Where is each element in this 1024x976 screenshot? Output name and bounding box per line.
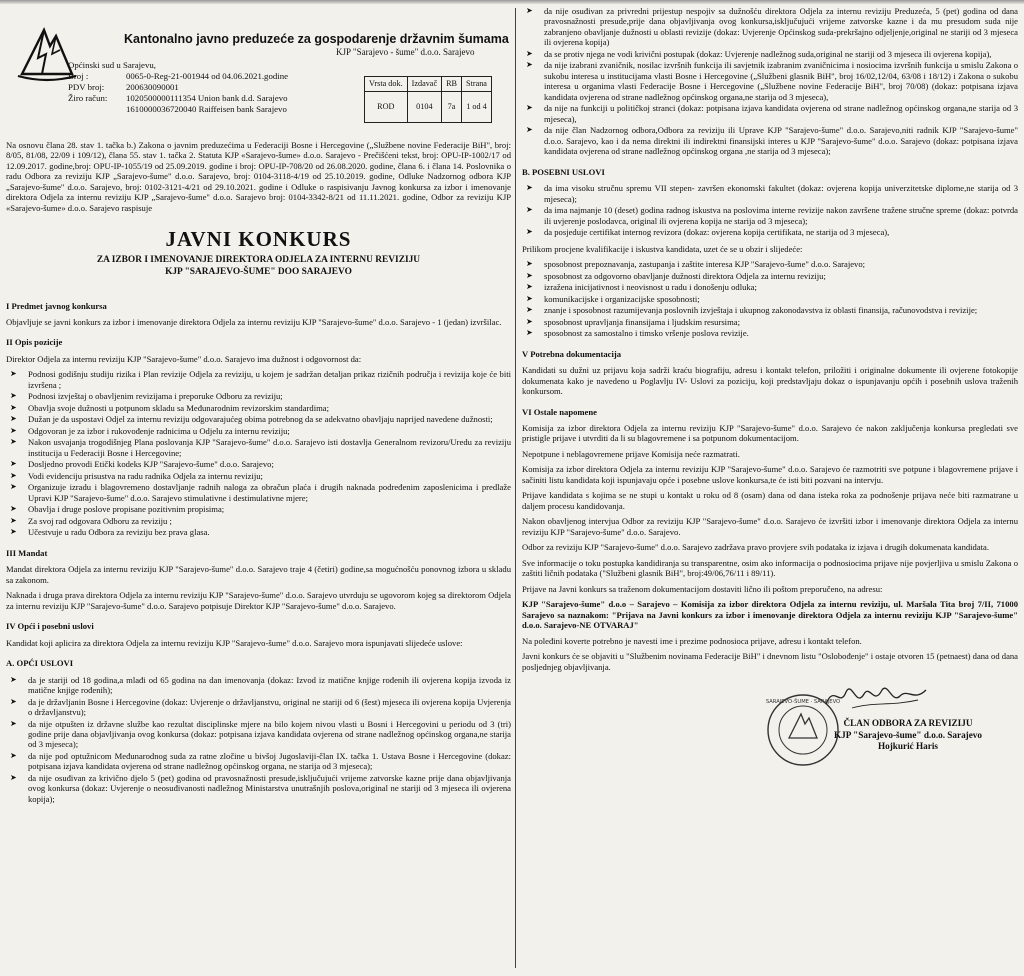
ref-header: Izdavač [407, 77, 441, 92]
notes-paragraphs-2 [522, 636, 1018, 672]
scan-top-edge [0, 0, 1024, 4]
list-item: ➤ Nakon usvajanja trogodišnjeg Plana poslovanja KJP "Sarajevo-šume" d.o.o. Sarajevo isti dostavlja Generalnom revizoru/Uredu za reviziju institucija u Federaciji Bosne i Hercegovine; [6, 437, 511, 458]
list-item: ➤ Odgovoran je za izbor i rukovođenje radnicima u Odjelu za internu reviziju; [6, 426, 511, 436]
duties-list [6, 369, 511, 537]
signature-block [522, 678, 1018, 768]
ref-value: ROD [365, 92, 408, 123]
reg-row-key: Žiro račun: [68, 92, 108, 103]
section-text: Naknada i druga prava direktora Odjela za internu reviziju KJP "Sarajevo-šume" d.o.o. Sarajevo utvrduju se ugovorom kojeg sa direktorom Odjela za internu reviziju KJP "Sarajevo-šume" d.o.o. Sarajevo potpisuje Direktor KJP "Sarajevo-šume" d.o.o. Sarajevo. [6, 590, 511, 611]
registration-info [68, 60, 288, 115]
subtitle-line: ZA IZBOR I IMENOVANJE DIREKTORA ODJELA ZA INTERNU REVIZIJU [96, 255, 421, 265]
section-heading: III Mandat [6, 547, 48, 558]
submission-address: KJP "Sarajevo-šume" d.o.o – Sarajevo – Komisija za izbor direktora Odjela za internu reviziju, ul. Maršala Tita broj 7/II, 71000 Sarajevo sa naznakom: "Prijava na Javni konkurs za izbor i imenovanje direktora Odjela za internu reviziju KJP "Sarajevo-šume" d.o.o. Sarajevo-NE OTVARAJ" [522, 599, 1018, 631]
note-paragraph: Komisija za izbor direktora Odjela za internu reviziju KJP "Sarajevo-šume" d.o.o. Sarajevo će nakon zaključenja konkursa pregledati sve pristigle prijave i utvrditi da li su blagovremene i sa potpunom dokumentacijom. [522, 422, 1018, 444]
section-heading: VI Ostale napomene [522, 406, 597, 417]
document-ref-table [364, 76, 492, 123]
list-item: ➤ izražena inicijativnost i neovisnost u radu i donošenju odluka; [522, 282, 1018, 292]
reg-row-key: PDV broj: [68, 81, 105, 92]
list-item: ➤ da nije osuđivan za krivično djelo 5 (pet) godina od pravosnažnosti presude,isključujući vrijeme zatvorske kazne prije dana objavljivanja ovog konkursa (dokaz: Uvjerenje o neosuđivanosti nadležnog Ministarstva unutrašnjih poslova,original ne stariji od 3 mjeseca ili ovjerena kopija); [6, 773, 511, 804]
list-item: ➤ sposobnost za odgovorno obavljanje dužnosti direktora Odjela za internu reviziju; [522, 271, 1018, 281]
signatory-org: KJP "Sarajevo-šume" d.o.o. Sarajevo [834, 729, 982, 740]
list-item: ➤ Obavlja i druge poslove propisane pozitivnim propisima; [6, 504, 511, 514]
note-paragraph: Komisija za izbor direktora Odjela za internu reviziju KJP "Sarajevo-šume" d.o.o. Sarajevo će razmotriti sve potpune i blagovremene prijave i sačiniti listu kandidata koji ispunjavaju opće i posebne uslove konkursa,te će isti biti pozvani na intervju. [522, 464, 1018, 485]
list-item: ➤ sposobnost prepoznavanja, zastupanja i zaštite interesa KJP "Sarajevo-šume" d.o.o. Sarajevo; [522, 259, 1018, 269]
letterhead [6, 6, 511, 138]
signatory [834, 718, 982, 753]
ref-value: 0104 [407, 92, 441, 123]
general-conditions-list [6, 675, 511, 805]
org-short-name: KJP "Sarajevo - šume" d.o.o. Sarajevo [336, 47, 475, 57]
list-item: ➤ sposobnost upravljanja finansijama i ljudskim resursima; [522, 317, 1018, 327]
reg-row-value: 1020500000111354 Union bank d.d. Sarajevo [126, 92, 288, 103]
list-item: ➤ Organizuje izradu i blagovremeno dostavljanje radnih naloga za obračun plaća i drugih naknada podređenim zaposlenicima i predlaže Upravi KJP "Sarajevo-šume" d.o.o. Sarajevo stimulativne i destimulativne mjere; [6, 482, 511, 503]
note-paragraph: Sve informacije o toku postupka kandidiranja su transparentne, osim ako informacija o podnosiocima prijave nije povjerljiva u smislu Zakona o zaštiti ličnih podataka ("Službeni glasnik BiH", broj:49/06,76/11 i 89/11). [522, 557, 1018, 579]
section-lead: Kandidat koji aplicira za direktora Odjela za internu reviziju KJP "Sarajevo-šume" d.o.o. Sarajevo mora ispunjavati slijedeće uslove: [6, 637, 463, 648]
column-divider [515, 8, 516, 968]
section-lead: Prilikom procjene kvalifikacije i iskustva kandidata, uzet će se u obzir i slijedeće: [522, 243, 803, 254]
note-paragraph: Odbor za reviziju KJP "Sarajevo-šume" d.o.o. Sarajevo zadržava pravo provjere svih podataka iz izjava i drugih dokumenata kandidata. [522, 542, 990, 553]
ref-header: Vrsta dok. [365, 77, 408, 92]
reg-row-key: Broj : [68, 70, 89, 81]
list-item: ➤ da je stariji od 18 godina,a mlađi od 65 godina na dan imenovanja (dokaz: Izvod iz matične knjige rođenih ili ovjerena kopija izvoda iz matične knjige rođenih); [6, 675, 511, 696]
list-item: ➤ Učestvuje u radu Odbora za reviziju bez prava glasa. [6, 527, 511, 537]
reg-row-value: 1610000036720040 Raiffeisen bank Sarajevo [126, 103, 287, 114]
list-item: ➤ da nije osuđivan za privredni prijestup nespojiv sa dužnošću direktora Odjela za internu reviziju Preduzeća, 5 (pet) godina od dana pravosnažnosti presude,prije dana objavljivanja ovog konkursa,isključujući vrijeme zatvorske kazne i da mu presudom suda nije zabranjeno obavljanje dužnosti u oblasti revizije (dokaz: Uvjerenje Općinskog suda-prekršajno odjeljenje,original ne stariji od 3 mjeseca ili ovjerena kopija) [522, 6, 1018, 48]
signatory-name: Hojkurić Haris [878, 741, 938, 752]
list-item: ➤ da nije na funkciji u političkoj stranci (dokaz: potpisana izjava kandidata ovjerena od strane nadležnog općinskog organa,ne starija od 3 mjeseca), [522, 103, 1018, 124]
notes-paragraphs [522, 423, 1018, 594]
list-item: ➤ Dužan je da uspostavi Odjel za internu reviziju odgovarajućeg obima potrebnog da se adekvatno obavljaju naprijed navedene dužnosti; [6, 414, 511, 424]
list-item: ➤ da ima visoku stručnu spremu VII stepen- završen ekonomski fakultet (dokaz: ovjerena kopija univerzitetske diplome,ne starija od 3 mjeseca); [522, 183, 1018, 204]
evaluation-criteria-list [522, 259, 1018, 338]
list-item: ➤ da se protiv njega ne vodi krivični postupak (dokaz: Uvjerenje nadležnog suda,original ne stariji od 3 mjeseca ili ovjerena kopija), [522, 49, 1018, 59]
signatory-role: ČLAN ODBORA ZA REVIZIJU [843, 718, 973, 729]
court-name: Općinski sud u Sarajevu, [68, 60, 156, 70]
reg-row [68, 82, 288, 93]
ref-value: 7a [442, 92, 462, 123]
document-title: JAVNI KONKURS [165, 227, 352, 252]
list-item: ➤ da ima najmanje 10 (deset) godina radnog iskustva na poslovima interne revizije nakon završene tražene stručne spreme (dokaz: potvrda ili uvjerenje poslodavca, original ili ovjerena kopija ne starija od 3 mjeseca); [522, 205, 1018, 226]
section-text: Objavljuje se javni konkurs za izbor i imenovanje direktora Odjela za internu reviziju KJP "Sarajevo-šume" d.o.o. Sarajevo - 1 (jedan) izvršilac. [6, 316, 502, 327]
note-paragraph: Javni konkurs će se objaviti u "Službenim novinama Federacije BiH" i dnevnom listu "Oslobođenje" i ostaje otvoren 15 (petnaest) dana od dana posljednjeg objavljivanja. [522, 651, 1018, 672]
right-column [522, 6, 1018, 970]
subsection-heading: A. OPĆI USLOVI [6, 658, 74, 669]
reg-row-value: 0065-0-Reg-21-001944 od 04.06.2021.godine [126, 70, 288, 81]
ref-header: RB [442, 77, 462, 92]
list-item: ➤ da je državljanin Bosne i Hercegovine (dokaz: Uvjerenje o državljanstvu, original ne stariji od 6 (šest) mjeseca ili ovjerena kopija Uvjerenja o državljanstvu); [6, 697, 511, 718]
note-paragraph: Nepotpune i neblagovremene prijave Komisija neće razmatrati. [522, 448, 740, 459]
section-heading: IV Opći i posebni uslovi [6, 621, 94, 632]
section-text: Mandat direktora Odjela za internu reviziju KJP "Sarajevo-šume" d.o.o. Sarajevo traje 4 (četiri) godine,sa mogućnošću ponovnog izbora u skladu sa zakonom. [6, 564, 511, 585]
list-item: ➤ Dosljedno provodi Etički kodeks KJP "Sarajevo-šume" d.o.o. Sarajevo; [6, 459, 511, 469]
subtitle-line: KJP "SARAJEVO-ŠUME" DOO SARAJEVO [165, 266, 352, 277]
list-item: ➤ Obavlja svoje dužnosti u potpunom skladu sa Međunarodnim revizorskim standardima; [6, 403, 511, 413]
reg-row [68, 71, 288, 82]
note-paragraph: Prijave kandidata s kojima se ne stupi u kontakt u roku od 8 (osam) dana od dana isteka roka za podnošenje prijava neće biti razmatrane u daljem procesu kandidovanja. [522, 490, 1018, 511]
list-item: ➤ Vodi evidenciju prisustva na radu radnika Odjela za internu reviziju; [6, 471, 511, 481]
note-paragraph: Prijave na Javni konkurs sa traženom dokumentacijom dostaviti lično ili poštom preporučeno, na adresu: [522, 583, 883, 594]
section-heading: II Opis pozicije [6, 337, 63, 348]
ref-header: Strana [462, 77, 492, 92]
list-item: ➤ Za svoj rad odgovara Odboru za reviziju ; [6, 516, 511, 526]
list-item: ➤ Podnosi izvještaj o obavljenim revizijama i preporuke Odboru za reviziju; [6, 391, 511, 401]
special-conditions-list [522, 183, 1018, 237]
handwritten-signature-icon [822, 678, 932, 714]
left-column [6, 6, 511, 970]
ref-value: 1 od 4 [462, 92, 492, 123]
list-item: ➤ Podnosi godišnju studiju rizika i Plan revizije Odjela za reviziju, u kojem je sadržan detaljan prikaz rizičnih područja i revizija koje će biti izvršena ; [6, 369, 511, 390]
reg-row [68, 93, 288, 104]
section-heading: V Potrebna dokumentacija [522, 348, 621, 359]
general-conditions-list-cont [522, 6, 1018, 157]
stamp-text: SARAJEVO-ŠUME · SARAJEVO [765, 699, 841, 706]
reg-row [68, 104, 288, 115]
section-heading: I Predmet javnog konkursa [6, 300, 107, 311]
section-text: Kandidati su dužni uz prijavu koja sadrži kraću biografiju, adresu i kontakt telefon, priložiti i originalne dokumente ili ovjerene fotokopije dokumenata kako je navedeno u Poglavlju IV- Uslovi za poziciju, koji predstavljaju dokaz o ispunjavanju općih i posebnih uslova traženih konkursom. [522, 365, 1018, 397]
subsection-heading: B. POSEBNI USLOVI [522, 166, 605, 177]
list-item: ➤ da posjeduje certifikat internog revizora (dokaz: ovjerena kopija certifikata, ne starija od 3 mjeseca), [522, 227, 1018, 237]
org-name: Kantonalno javno preduzeće za gospodarenje državnim šumama [124, 32, 509, 46]
list-item: ➤ sposobnost za samostalno i timsko vršenje poslova revizije. [522, 328, 1018, 338]
list-item: ➤ znanje i sposobnost razumijevanja poslovnih izvještaja i ukupnog zakonodavstva iz oblasti finansija, računovodstva i revizije; [522, 305, 1018, 315]
list-item: ➤ da nije otpušten iz državne službe kao rezultat disciplinske mjere na bilo kojem nivou vlasti u Bosni i Hercegovini u periodu od 3 (tri) godine prije dana objavljivanja ovog konkursa (dokaz: potpisana izjava kandidata ovjerena od strane nadležnog općinskog organa,ne starija od 3 mjeseca); [6, 719, 511, 750]
list-item: ➤ da nije član Nadzornog odbora,Odbora za reviziju ili Uprave KJP "Sarajevo-šume" d.o.o. Sarajevo,niti radnik KJP "Sarajevo-šume" d.o.o. Sarajevo, kao i da nema direktni ili indirektni finansijski interes u KJP "Sarajevo-šume" d.o.o. Sarajevo (dokaz: potpisana izjava kandidata ovjerena od strane nadležnog općinskog organa ,ne starija od 3 mjeseca); [522, 125, 1018, 156]
list-item: ➤ da nije izabrani zvaničnik, nosilac izvršnih funkcija ili savjetnik izabranim zvaničnicima i nosiocima izvršnih funkcija u smislu Zakona o sukobu interesa u institucijama vlasti Bosne i Hercegovine („Službeni glasnik BiH", broj 16/02,12/04, 63/08 i 18/12) i Zakona o sukobu interesa u organima vlasti Federacije Bosne i Hercegovine („Službene novine Federacije BiH", broj 70/08) (dokaz: potpisana izjava kandidata ovjerena od strane nadležnog općinskog organa,ne starija od 3 mjeseca), [522, 60, 1018, 102]
section-lead: Direktor Odjela za internu reviziju KJP "Sarajevo-šume" d.o.o. Sarajevo ima dužnost i odgovornost da: [6, 353, 362, 364]
reg-row-key [68, 104, 126, 115]
reg-row-value: 200630090001 [126, 81, 179, 92]
legal-basis-intro: Na osnovu člana 28. stav 1. tačka b.) Zakona o javnim preduzećima u Federaciji Bosne i Hercegovine („Službene novine Federacije BiH", broj: 8/05, 81/08, 22/09 i 109/12), člana 55. stav 1. tačka 2. Statuta KJP «Sarajevo-šume» d.o.o. Sarajevo - Prečišćeni tekst, broj: OPU-IP-1002/17 od 12.09.2017. godine,broj: OPU-IP-1055/19 od 25.09.2019. godine i broj: OPU-IP-708/20 od 26.08.2020. godine, člana 6. i člana 14. Poslovnika o radu Odbora za reviziju KJP „Sarajevo-šume" d.o.o. Sarajevo, broj: 0104-3118-4/19 od 25.10.2019. godine, Odluke Nadzornog odbora KJP „Sarajevo-šume" d.o.o. Sarajevo, broj: 0102-3121-4/21 od 29.10.2021. godine i Odluke o raspisivanju Javnog konkursa za izbor i imenovanje direktora Odjela za internu reviziju KJP „Sarajevo-šume" d.o.o. Sarajevo broj: 0104-3342-8/21 od 11.11.2021. godine, Odbor za reviziju KJP «Sarajevo-šume» d.o.o. Sarajevo raspisuje [6, 140, 511, 213]
list-item: ➤ da nije pod optužnicom Međunarodnog suda za ratne zločine u bivšoj Jugoslaviji-član IX. tačka 1. Ustava Bosne i Hercegovine (dokaz: potpisana izjava kandidata ovjerena od strane nadležnog općinskog organa, ne starija od 3 mjeseca); [6, 751, 511, 772]
note-paragraph: Nakon obavljenog intervjua Odbor za reviziju KJP "Sarajevo-šume" d.o.o. Sarajevo će izvršiti izbor i imenovanje direktora Odjela za internu reviziju KJP "Sarajevo-šume" d.o.o. Sarajevo. [522, 516, 1018, 537]
list-item: ➤ komunikacijske i organizacijske sposobnosti; [522, 294, 1018, 304]
note-paragraph: Na poleđini koverte potrebno je navesti ime i prezime podnosioca prijave, adresu i kontakt telefon. [522, 635, 862, 646]
document-subtitle [6, 255, 511, 279]
